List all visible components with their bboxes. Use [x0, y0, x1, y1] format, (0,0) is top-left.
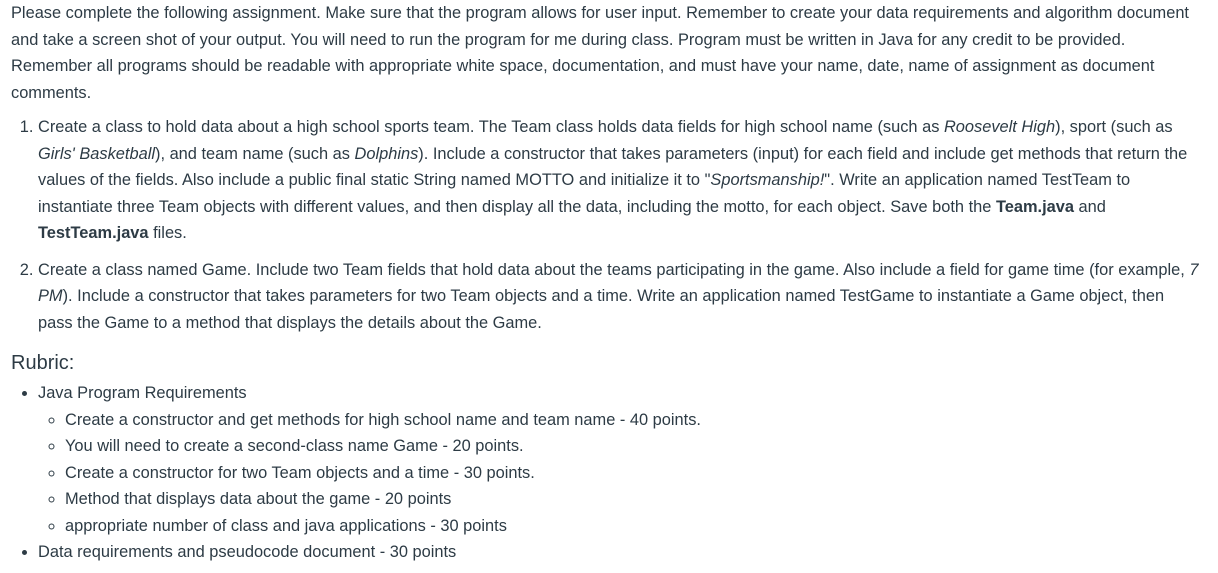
task1-example-sport: Girls' Basketball [38, 144, 155, 163]
task2-text-2: ). Include a constructor that takes parameters for two Team objects and a time. Write an application named TestGame to instantiate a Game object, then pass the Game to a method that displays the details about the Game. [38, 287, 1165, 332]
rubric-item-java-requirements [38, 380, 1200, 539]
task1-text-4: ). Include a constructor that takes parameters (input) for each field and include get methods that return the values of the fields. Also include a public final static String named MOTTO and initialize it to " [38, 144, 1188, 189]
task2-example-time: 7 PM [38, 260, 1199, 305]
task1-example-team: Dolphins [354, 144, 419, 163]
task1-file-testteam: TestTeam.java [38, 224, 149, 242]
task1-text-1: Create a class to hold data about a high school sports team. The Team class holds data fields for high school name (such as [38, 118, 944, 136]
rubric-list [11, 380, 1200, 566]
task-list [11, 114, 1200, 336]
task-item-2 [38, 257, 1200, 337]
task2-text-1: Create a class named Game. Include two Team fields that hold data about the teams participating in the game. Also include a field for game time (for example, [38, 260, 1190, 279]
rubric-subitem: ◦ Create a constructor for two Team objects and a time - 30 points. [65, 460, 1200, 487]
task1-text-7: files. [148, 224, 187, 242]
task1-text-3: ), and team name (such as [155, 144, 355, 163]
task1-file-team: Team.java [995, 197, 1074, 216]
task1-text-6: and [1074, 197, 1106, 216]
rubric-heading: Rubric: [11, 352, 75, 374]
task-item-1 [38, 114, 1200, 247]
rubric-subitem: ◦ You will need to create a second-class name Game - 20 points. [65, 433, 1200, 460]
task1-text-2: ), sport (such as [1055, 118, 1173, 136]
rubric-item-data-requirements: • Data requirements and pseudocode document - 30 points [38, 539, 1200, 566]
rubric-sublist [38, 407, 1200, 540]
task1-motto: Sportsmanship! [710, 171, 825, 189]
rubric-subitem: ◦ Create a constructor and get methods for high school name and team name - 40 points. [65, 407, 1200, 434]
intro-paragraph: Please complete the following assignment. Make sure that the program allows for user input. Remember to create your data requirements and algorithm document and take a screen shot of your output. You will need to run the program for me during class. Program must be written in Java for any credit to be provided. Remember all programs should be readable with appropriate white space, documentation, and must have your name, date, name of assignment as document comments. [11, 4, 1189, 102]
task1-text-5: ". Write an application named TestTeam to instantiate three Team objects with different values, and then display all the data, including the motto, for each object. Save both the [38, 171, 1131, 216]
rubric-item-label: Java Program Requirements [38, 384, 247, 402]
rubric-subitem: ◦ Method that displays data about the game - 20 points [65, 486, 1200, 513]
rubric-subitem: ◦ appropriate number of class and java applications - 30 points [65, 513, 1200, 540]
task1-example-school: Roosevelt High [943, 118, 1056, 136]
